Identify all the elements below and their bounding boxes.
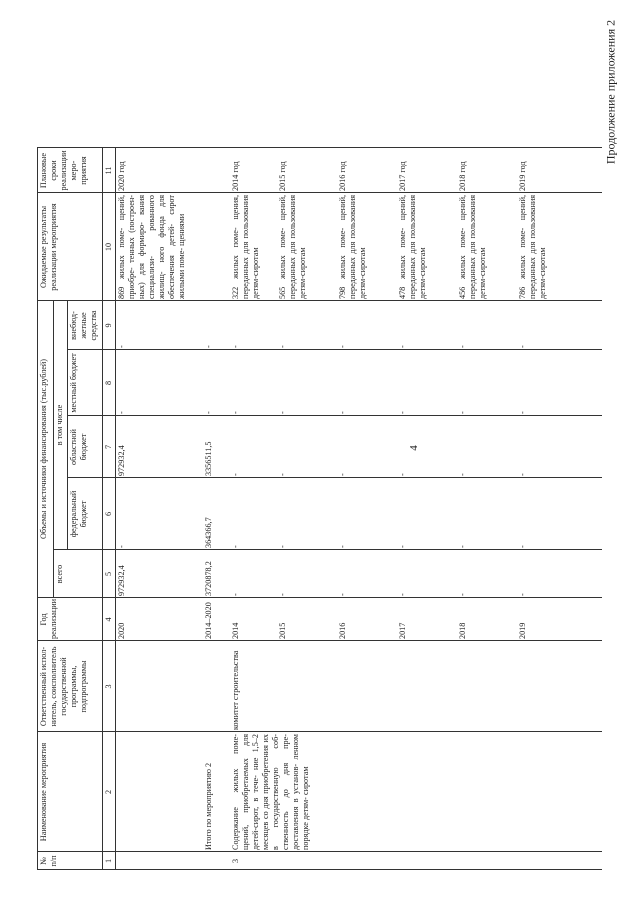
row-num bbox=[117, 854, 201, 868]
row-federal: - bbox=[231, 545, 240, 548]
column-number: 8 bbox=[104, 380, 113, 386]
row-executor bbox=[458, 643, 515, 730]
column-line-2 bbox=[37, 731, 602, 732]
row-deadline: 2014 год bbox=[231, 161, 240, 191]
row-year: 2015 bbox=[278, 622, 287, 639]
row-regional: - bbox=[458, 473, 467, 476]
row-deadline: 2017 год bbox=[398, 161, 407, 191]
row-regional: 972932,4 bbox=[117, 445, 126, 476]
row-year: 2019 bbox=[518, 622, 527, 639]
row-local: - bbox=[518, 411, 527, 414]
row-num bbox=[458, 854, 515, 868]
row-regional: - bbox=[518, 473, 527, 476]
row-num bbox=[338, 854, 395, 868]
column-number: 6 bbox=[104, 511, 113, 517]
column-line-7 bbox=[37, 147, 602, 148]
row-deadline: 2016 год bbox=[338, 161, 347, 191]
including-line bbox=[67, 300, 68, 550]
row-result: 322 жилых поме- щения, переданных для пользования детям-сиротам bbox=[231, 195, 260, 299]
row-total: - bbox=[458, 593, 467, 596]
row-federal: 364366,7 bbox=[204, 517, 213, 548]
row-num bbox=[398, 854, 455, 868]
row-result: 565 жилых поме- щений, переданных для пользования детям-сиротам bbox=[278, 195, 307, 299]
row-executor bbox=[278, 643, 335, 730]
header-regional: областной бюджет bbox=[69, 429, 88, 465]
row-deadline: 2020 год bbox=[117, 161, 126, 191]
column-number: 7 bbox=[104, 444, 113, 450]
header-including: в том числе bbox=[55, 404, 64, 446]
row-name bbox=[338, 734, 395, 850]
row-result: 478 жилых поме- щений, переданных для пользования детям-сиротам bbox=[398, 195, 427, 299]
column-number: 9 bbox=[104, 323, 113, 328]
row-name bbox=[398, 734, 455, 850]
row-regional: - bbox=[278, 473, 287, 476]
row-local: - bbox=[458, 411, 467, 414]
row-name: Итого по мероприятию 2 bbox=[204, 762, 213, 850]
row-local: - bbox=[398, 411, 407, 414]
column-number: 4 bbox=[104, 617, 113, 622]
row-local: - bbox=[204, 411, 213, 414]
column-line-sub-0 bbox=[67, 477, 602, 478]
row-result: 456 жилых поме- щений, переданных для пользования детям-сиротам bbox=[458, 195, 487, 299]
column-number: 2 bbox=[104, 789, 113, 795]
row-result: 869 жилых поме- щений, приобре- тенных (построен- ных) для формиро- вания специализи- рованного жилищ- ного фонда для обеспечения детей- сирот жилыми поме- щениями bbox=[117, 195, 186, 299]
header-name: Наименование мероприятия bbox=[39, 742, 48, 842]
row-offbudget: - bbox=[338, 345, 347, 348]
column-line-sub-1 bbox=[67, 415, 602, 416]
row-num bbox=[278, 854, 335, 868]
row-num bbox=[518, 854, 596, 868]
header-deadline: Плановые сроки реализации меро- приятия bbox=[39, 150, 88, 191]
row-name bbox=[518, 734, 596, 850]
row-deadline bbox=[204, 150, 228, 191]
row-executor bbox=[398, 643, 455, 730]
row-result: 798 жилых поме- щений, переданных для пользования детям-сиротам bbox=[338, 195, 367, 299]
row-deadline: 2019 год bbox=[518, 161, 527, 191]
row-federal: - bbox=[398, 545, 407, 548]
row-executor bbox=[117, 643, 201, 730]
row-year: 2020 bbox=[117, 622, 126, 639]
row-offbudget: - bbox=[117, 345, 126, 348]
funding-group-line bbox=[53, 300, 54, 598]
continuation-label: Продолжение приложения 2 bbox=[603, 19, 618, 165]
column-line-federal bbox=[53, 549, 602, 550]
column-number: 1 bbox=[104, 858, 113, 864]
header-offbudget: внебюд- жетные средства bbox=[69, 310, 98, 341]
column-line-6 bbox=[37, 192, 602, 193]
row-total: - bbox=[278, 593, 287, 596]
row-total: 972932,4 bbox=[117, 565, 126, 596]
row-executor: комитет строительства bbox=[231, 650, 240, 730]
row-offbudget: - bbox=[458, 345, 467, 348]
row-num: 3 bbox=[231, 858, 240, 864]
row-total: 3720878,2 bbox=[204, 561, 213, 596]
header-year: Год реализации bbox=[39, 598, 58, 639]
row-local: - bbox=[278, 411, 287, 414]
row-total: - bbox=[338, 593, 347, 596]
row-deadline: 2018 год bbox=[458, 161, 467, 191]
number-row-bottom-line bbox=[115, 148, 116, 870]
row-regional: - bbox=[398, 473, 407, 476]
header-bottom-line bbox=[102, 148, 103, 870]
funding-table bbox=[37, 46, 602, 870]
row-executor bbox=[204, 643, 228, 730]
row-offbudget: - bbox=[518, 345, 527, 348]
row-local: - bbox=[338, 411, 347, 414]
header-local: местный бюджет bbox=[69, 353, 78, 413]
row-total: - bbox=[398, 593, 407, 596]
row-year: 2014 bbox=[231, 622, 240, 639]
row-local: - bbox=[117, 411, 126, 414]
row-name: Содержание жилых поме- щений, приобретаемых для детей-сирот, в тече- ние 1,5–2 месяцев со дня приобретения их в государственную соб- ственность до дня пре- доставления в установ- ленном порядке детям- сиротам bbox=[231, 734, 310, 850]
column-line-3 bbox=[37, 640, 602, 641]
row-total: - bbox=[231, 593, 240, 596]
row-offbudget: - bbox=[204, 345, 213, 348]
header-total: всего bbox=[55, 564, 64, 584]
row-offbudget: - bbox=[398, 345, 407, 348]
row-result bbox=[204, 195, 228, 299]
row-num bbox=[204, 854, 228, 868]
row-executor bbox=[518, 643, 596, 730]
row-federal: - bbox=[338, 545, 347, 548]
column-number: 5 bbox=[104, 571, 113, 577]
row-regional: - bbox=[231, 473, 240, 476]
row-name bbox=[458, 734, 515, 850]
row-federal: - bbox=[458, 545, 467, 548]
row-total: - bbox=[518, 593, 527, 596]
row-executor bbox=[338, 643, 395, 730]
column-line-0 bbox=[37, 869, 602, 870]
row-regional: 3356511,5 bbox=[204, 441, 213, 476]
column-number: 3 bbox=[104, 684, 113, 689]
row-regional: - bbox=[338, 473, 347, 476]
column-line-1 bbox=[37, 851, 602, 852]
row-result: 786 жилых поме- щений, переданных для пользования детям-сиротам bbox=[518, 195, 547, 299]
column-line-sub-2 bbox=[67, 349, 602, 350]
column-line-5 bbox=[37, 300, 602, 301]
row-federal: - bbox=[117, 545, 126, 548]
row-year: 2018 bbox=[458, 622, 467, 639]
row-year: 2017 bbox=[398, 622, 407, 639]
row-year: 2014–2020 bbox=[204, 602, 213, 639]
row-deadline: 2015 год bbox=[278, 161, 287, 191]
header-num: № п/п bbox=[39, 855, 58, 867]
row-offbudget: - bbox=[231, 345, 240, 348]
row-federal: - bbox=[278, 545, 287, 548]
column-number: 11 bbox=[104, 166, 113, 175]
header-executor: Ответственный испол- нитель, соисполнитель государственной программы, подпрограммы bbox=[39, 646, 88, 727]
column-number: 10 bbox=[104, 242, 113, 252]
header-expected: Ожидаемые результаты реализации мероприятия bbox=[39, 203, 58, 291]
table-top-border bbox=[37, 148, 38, 870]
row-federal: - bbox=[518, 545, 527, 548]
table-grid bbox=[37, 46, 602, 870]
header-federal: федеральный бюджет bbox=[69, 490, 88, 538]
row-offbudget: - bbox=[278, 345, 287, 348]
row-local: - bbox=[231, 411, 240, 414]
column-line-4 bbox=[37, 597, 602, 598]
row-name bbox=[278, 734, 335, 850]
row-name bbox=[117, 734, 201, 850]
row-year: 2016 bbox=[338, 622, 347, 639]
header-funding-group: Объемы и источники финансирования (тыс.рублей) bbox=[39, 358, 48, 540]
page-number: 4 bbox=[408, 445, 420, 451]
